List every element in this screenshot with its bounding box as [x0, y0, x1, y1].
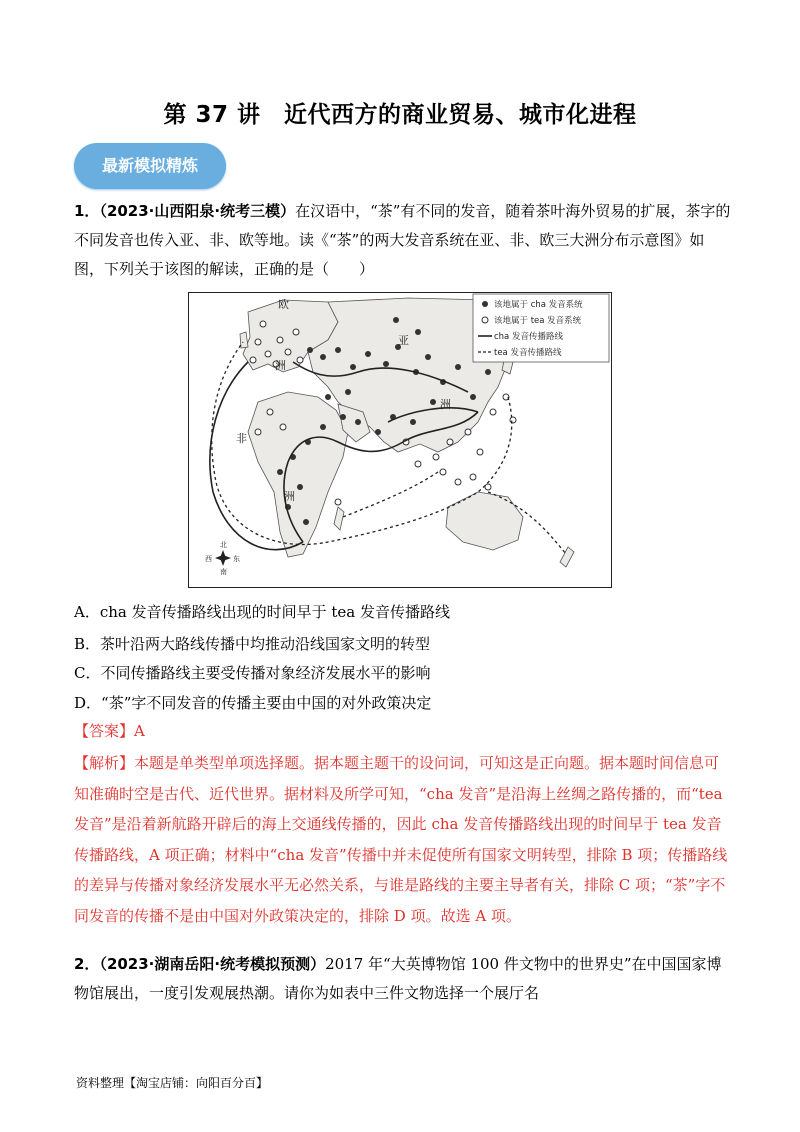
option-b: B．茶叶沿两大路线传播中均推动沿线国家文明的转型 [74, 635, 431, 653]
option-c: C．不同传播路线主要受传播对象经济发展水平的影响 [74, 664, 431, 682]
explanation-text: 本题是单类型单项选择题。据本题主题干的设问词，可知这是正向题。据本题时间信息可知准确时空是古代、近代世界。据材料及所学可知，“cha 发音”是沿海上丝绸之路传播的，而“tea 发音”是沿着新航路开辟后的海上交通线传播的，因此 cha 发音传播路线出现的时间早于 tea 发音传播路线，A 项正确；材料中“cha 发音”传播中并未促使所有国家文明转型，排除 B 项；传播路线的差异与传播对象经济发展水平无必然关系，与谁是路线的主要主导者有关，排除 C 项；“茶”字不同发音的传播不是由中国对外政策决定的，排除 D 项。故选 A 项。 [74, 754, 728, 925]
map-label-europe-2: 洲 [275, 359, 286, 372]
compass-east: 东 [233, 555, 240, 563]
page-title: 第 37 讲 近代西方的商业贸易、城市化进程 [163, 102, 637, 128]
tea-pronunciation-map [188, 292, 612, 588]
map-label-asia-1: 亚 [398, 334, 409, 347]
compass-west: 西 [205, 555, 212, 563]
map-legend [473, 294, 609, 362]
question-1-number: 1． [74, 202, 100, 220]
option-a: A．cha 发音传播路线出现的时间早于 tea 发音传播路线 [74, 603, 450, 621]
explanation [74, 748, 734, 931]
question-2 [74, 950, 734, 1008]
legend-tea-dot: 该地属于 tea 发音系统 [494, 316, 582, 326]
section-badge: 最新模拟精炼 [74, 143, 226, 189]
answer-value: A [134, 722, 145, 740]
question-1 [74, 197, 734, 284]
map-label-europe-1: 欧 [278, 298, 289, 311]
answer-label: 【答案】 [74, 722, 135, 740]
question-2-number: 2． [74, 955, 100, 973]
map-label-africa-2: 洲 [284, 490, 295, 503]
question-1-text: 在汉语中，“茶”有不同的发音，随着茶叶海外贸易的扩展，茶字的不同发音也传入亚、非、欧等地。读《“茶”的两大发音系统在亚、非、欧三大洲分布示意图》如图，下列关于该图的解读，正确的是（ ） [74, 202, 731, 278]
question-2-source: （2023·湖南岳阳·统考模拟预测） [99, 955, 326, 973]
compass-south: 南 [220, 568, 227, 576]
explanation-label: 【解析】 [74, 754, 135, 772]
legend-tea-route: tea 发音传播路线 [494, 348, 562, 358]
option-d: D．“茶”字不同发音的传播主要由中国的对外政策决定 [74, 694, 432, 712]
legend-cha-dot: 该地属于 cha 发音系统 [494, 300, 583, 310]
legend-cha-route: cha 发音传播路线 [494, 332, 563, 342]
answer [74, 720, 145, 741]
question-1-source: （2023·山西阳泉·统考三模） [99, 202, 296, 220]
compass-north: 北 [220, 541, 227, 549]
map-label-asia-2: 洲 [440, 398, 451, 411]
question-2-text: 2017 年“大英博物馆 100 件文物中的世界史”在中国国家博物馆展出，一度引发观展热潮。请你为如表中三件文物选择一个展厅名 [74, 955, 722, 1002]
map-label-africa-1: 非 [236, 432, 247, 445]
footer-note: 资料整理【淘宝店铺：向阳百分百】 [76, 1076, 269, 1090]
